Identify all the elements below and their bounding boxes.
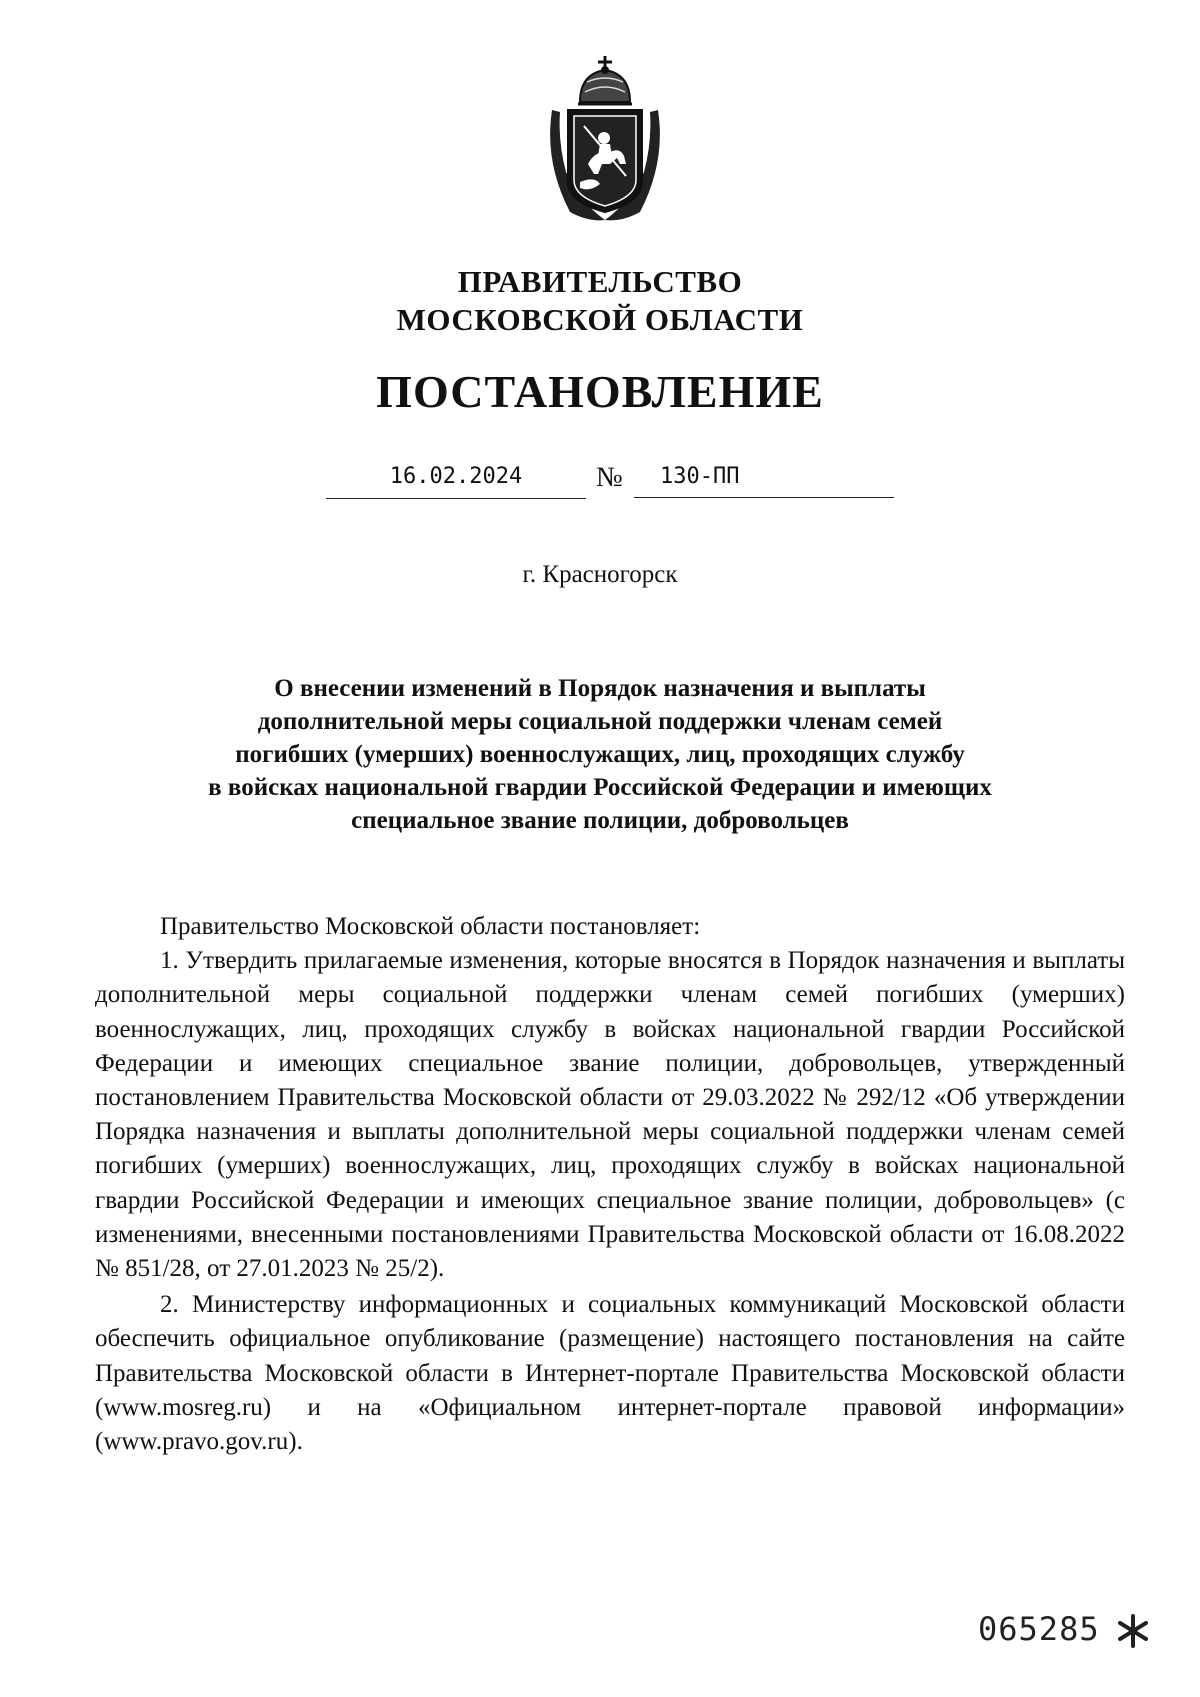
title-line: дополнительной меры социальной поддержки членам семей [257,708,943,735]
document-date: 16.02.2024 [326,462,586,499]
organization-name-line1: ПРАВИТЕЛЬСТВО [457,264,743,299]
title-line: в войсках национальной гвардии Российской Федерации и имеющих [208,774,992,801]
document-title [140,672,1060,837]
document-body [95,910,1125,1459]
title-line: О внесении изменений в Порядок назначения и выплаты [274,675,926,702]
city: г. Красногорск [522,561,678,588]
intro-text: Правительство Московской области постановляет: [160,913,701,940]
organization-name-line2: МОСКОВСКОЙ ОБЛАСТИ [396,302,804,337]
document-type: ПОСТАНОВЛЕНИЕ [376,366,824,417]
date-number-row [0,462,1200,502]
asterisk-icon [1114,1612,1152,1650]
document-number: 130-ПП [634,462,894,498]
title-line: специальное звание полиции, добровольцев [351,807,849,834]
paragraph-2: 2. Министерству информационных и социальных коммуникаций Московской области обеспечить официальное опубликование (размещение) настоящего постановления на сайте Правительства Московской области в Интернет-портале Правительства Московской области (www.mosreg.ru) и на «Официальном интернет-портале правовой информации» (www.pravo.gov.ru). [95,1291,1125,1456]
serial-number: 065285 [978,1610,1100,1648]
coat-of-arms-icon [540,52,670,224]
title-line: погибших (умерших) военнослужащих, лиц, проходящих службу [235,741,965,768]
paragraph-1: 1. Утвердить прилагаемые изменения, которые вносятся в Порядок назначения и выплаты дополнительной меры социальной поддержки членам семей погибших (умерших) военнослужащих, лиц, проходящих службу в войсках национальной гвардии Российской Федерации и имеющих специальное звание полиции, добровольцев, утвержденный постановлением Правительства Московской области от 29.03.2022 № 292/12 «Об утверждении Порядка назначения и выплаты дополнительной меры социальной поддержки членам семей погибших (умерших) военнослужащих, лиц, проходящих службу в войсках национальной гвардии Российской Федерации и имеющих специальное звание полиции, добровольцев» (с изменениями, внесенными постановлениями Правительства Московской области от 16.08.2022 № 851/28, от 27.01.2023 № 25/2). [95,947,1125,1283]
number-sign: № [596,462,623,493]
